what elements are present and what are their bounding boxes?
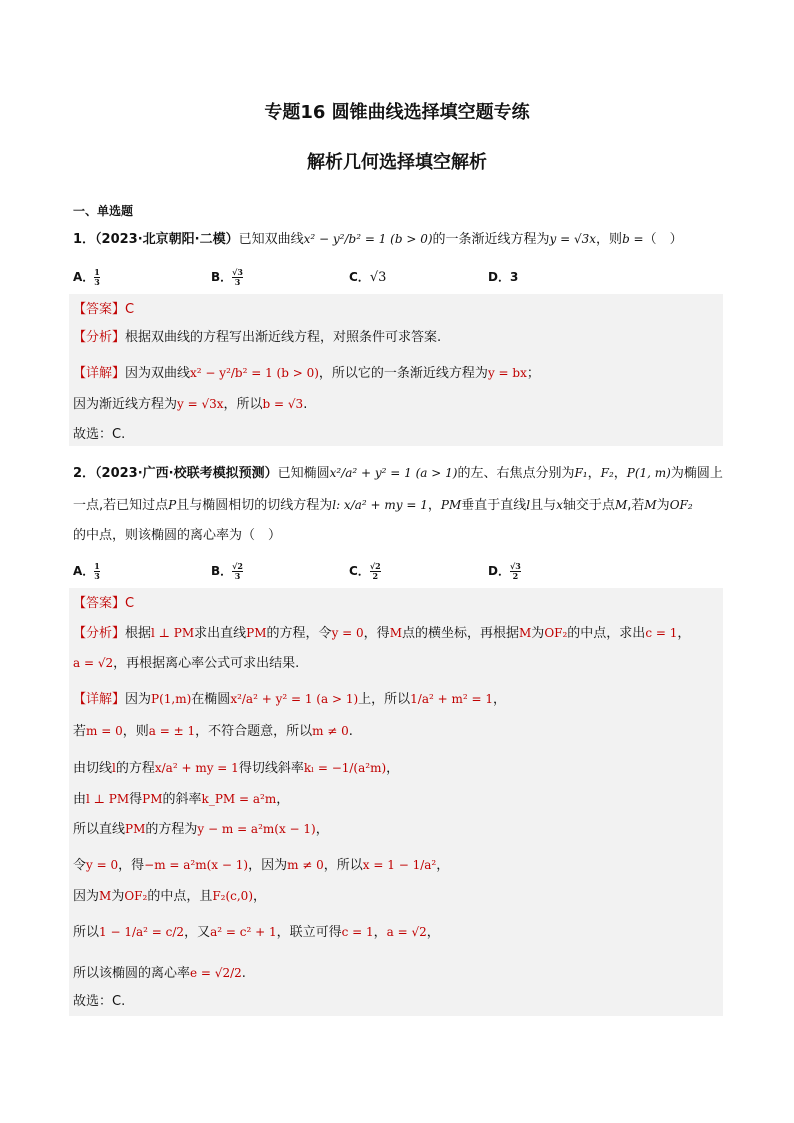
detail-line-2 xyxy=(73,393,307,412)
text: 所以 xyxy=(73,925,100,940)
math: PM xyxy=(125,822,146,836)
detail-line-7 xyxy=(73,885,266,904)
math: e = √2/2 xyxy=(190,966,242,980)
text: 根据 xyxy=(125,626,152,641)
text: 已知椭圆 xyxy=(277,466,330,481)
text: 为 xyxy=(531,626,545,641)
question-2-stem-line-2 xyxy=(73,494,693,513)
text: 为椭圆上 xyxy=(670,466,723,481)
option-b xyxy=(211,268,243,287)
option-value: √3 xyxy=(369,270,387,285)
text: 轴交于点 xyxy=(562,498,615,513)
choose-line: 故选：C. xyxy=(73,994,126,1009)
detail-tag: 【详解】 xyxy=(73,692,126,707)
text: ，联立可得 xyxy=(276,925,342,940)
option-value: $\frac{√2}{2}$ xyxy=(369,561,381,581)
text: 的中点，且 xyxy=(147,889,213,904)
asymptote-equation: y = √3x xyxy=(549,232,597,246)
detail-line-3 xyxy=(73,757,399,776)
text: ,若 xyxy=(627,498,645,513)
text: ，再根据离心率公式可求出结果. xyxy=(113,656,300,671)
answer-value: C xyxy=(125,596,135,611)
question-source: （2023·北京朝阳·二模） xyxy=(95,232,239,247)
text: 若 xyxy=(73,724,87,739)
math: OF₂ xyxy=(544,626,568,640)
math: y − m = a²m(x − 1) xyxy=(197,822,316,836)
text: 的左、右焦点分别为 xyxy=(457,466,575,481)
detail-line-4 xyxy=(73,788,289,807)
math: −m = a²m(x − 1) xyxy=(144,858,249,872)
text: 的方程 xyxy=(115,761,155,776)
text: ，得 xyxy=(118,858,145,873)
math: x = 1 − 1/a² xyxy=(362,858,437,872)
text: ， xyxy=(373,925,387,940)
text: ， xyxy=(436,858,450,873)
question-number: 1． xyxy=(73,232,96,247)
question-number: 2． xyxy=(73,466,96,481)
text: 因为 xyxy=(125,692,152,707)
question-1-stem xyxy=(73,228,683,247)
math: y = √3x xyxy=(177,397,224,411)
math: x² − y²/b² = 1 (b > 0) xyxy=(190,366,319,380)
question-source: （2023·广西·校联考模拟预测） xyxy=(95,466,278,481)
math: a = √2 xyxy=(73,656,114,670)
option-letter: A． xyxy=(73,564,95,578)
answer-line xyxy=(73,298,134,317)
question-2-stem-line-1 xyxy=(73,462,723,481)
option-b xyxy=(211,562,243,581)
page-subtitle: 解析几何选择填空解析 xyxy=(307,152,487,173)
text: 且与 xyxy=(530,498,557,513)
text: ，所以它的一条渐近线方程为 xyxy=(318,366,488,381)
option-value: $\frac{√2}{3}$ xyxy=(232,561,243,581)
answer-tag: 【答案】 xyxy=(73,302,126,317)
math: l xyxy=(526,498,531,512)
analysis-tag: 【分析】 xyxy=(73,626,126,641)
math: m ≠ 0 xyxy=(312,724,349,738)
text: ， xyxy=(386,761,400,776)
option-letter: D． xyxy=(488,270,510,284)
text: 所以该椭圆的离心率 xyxy=(73,966,191,981)
math: k_PM = a²m xyxy=(201,792,277,806)
text: 由 xyxy=(73,792,87,807)
ask-variable: b = xyxy=(622,232,644,246)
option-letter: A． xyxy=(73,270,95,284)
text: ，所以 xyxy=(223,397,263,412)
text: 因为双曲线 xyxy=(125,366,191,381)
text: ， xyxy=(315,822,329,837)
math: PM xyxy=(440,498,462,512)
option-c xyxy=(349,562,381,581)
option-d xyxy=(488,268,518,285)
text: 一点,若已知过点 xyxy=(73,498,169,513)
math: a = √2 xyxy=(386,925,427,939)
math: M xyxy=(614,498,628,512)
math: F₂(c,0) xyxy=(212,889,253,903)
hyperbola-equation: x² − y²/b² = 1 (b > 0) xyxy=(303,232,433,246)
math: 1 − 1/a² = c/2 xyxy=(99,925,185,939)
text: ，不符合题意，所以 xyxy=(195,724,313,739)
math: c = 1 xyxy=(645,626,678,640)
math: F₂ xyxy=(600,466,614,480)
text: 的方程为 xyxy=(145,822,198,837)
text: ， xyxy=(276,792,290,807)
text: . xyxy=(348,724,353,739)
page-title: 专题16 圆锥曲线选择填空题专练 xyxy=(264,102,530,123)
option-value: $\frac{1}{3}$ xyxy=(94,561,100,581)
math: P xyxy=(168,498,177,512)
math: l ⊥ PM xyxy=(86,792,130,806)
option-letter: C． xyxy=(349,564,370,578)
text: ，又 xyxy=(184,925,211,940)
math: M xyxy=(519,626,532,640)
option-letter: B． xyxy=(211,270,233,284)
text: ， xyxy=(493,692,507,707)
detail-line-1 xyxy=(73,688,506,707)
math: P(1,m) xyxy=(151,692,192,706)
math: OF₂ xyxy=(669,498,693,512)
answer-tag: 【答案】 xyxy=(73,596,126,611)
math: y = 0 xyxy=(331,626,364,640)
text: ， xyxy=(677,626,691,641)
math: l xyxy=(112,761,116,775)
math: a = ± 1 xyxy=(148,724,196,738)
answer-value: C xyxy=(125,302,135,317)
text: 为 xyxy=(111,889,125,904)
section-heading: 一、单选题 xyxy=(73,204,134,218)
detail-line-9 xyxy=(73,962,246,981)
option-a xyxy=(73,268,100,287)
math: P(1, m) xyxy=(626,466,671,480)
option-value: $\frac{√3}{2}$ xyxy=(509,561,521,581)
text: 得 xyxy=(129,792,143,807)
detail-line-6 xyxy=(73,854,449,873)
math: c = 1 xyxy=(341,925,374,939)
stem-text: 已知双曲线 xyxy=(238,232,304,247)
option-c xyxy=(349,268,386,285)
detail-line-8 xyxy=(73,921,440,940)
answer-line xyxy=(73,592,134,611)
option-letter: B． xyxy=(211,564,233,578)
text: ， xyxy=(613,466,627,481)
math: y = bx xyxy=(487,366,527,380)
text: ，所以 xyxy=(323,858,363,873)
math: F₁ xyxy=(574,466,588,480)
text: 且与椭圆相切的切线方程为 xyxy=(176,498,333,513)
text: 所以直线 xyxy=(73,822,126,837)
analysis-line-2 xyxy=(73,652,299,671)
option-letter: D． xyxy=(488,564,510,578)
option-value: $\frac{1}{3}$ xyxy=(94,267,100,287)
text: ， xyxy=(426,925,440,940)
math: M xyxy=(389,626,402,640)
math: m ≠ 0 xyxy=(287,858,324,872)
math: l: x/a² + my = 1 xyxy=(332,498,428,512)
text: 由切线 xyxy=(73,761,113,776)
text: 因为 xyxy=(73,889,100,904)
text: ， xyxy=(253,889,267,904)
analysis-line-1 xyxy=(73,622,690,641)
detail-tag: 【详解】 xyxy=(73,366,126,381)
math: x xyxy=(556,498,563,512)
text: ，得 xyxy=(363,626,390,641)
math: y = 0 xyxy=(86,858,119,872)
math: PM xyxy=(142,792,163,806)
analysis-tag: 【分析】 xyxy=(73,330,126,345)
math: M xyxy=(99,889,112,903)
detail-line-1 xyxy=(73,362,540,381)
math: l ⊥ PM xyxy=(151,626,195,640)
math: kₗ = −1/(a²m) xyxy=(303,761,387,775)
text: 的方程，令 xyxy=(266,626,332,641)
option-d xyxy=(488,562,521,581)
text: 的斜率 xyxy=(162,792,202,807)
option-letter: C． xyxy=(349,270,370,284)
text: 令 xyxy=(73,858,87,873)
math: x²/a² + y² = 1 (a > 1) xyxy=(230,692,359,706)
answer-blank: （ ） xyxy=(643,232,683,247)
math: OF₂ xyxy=(124,889,148,903)
choose-line: 故选：C. xyxy=(73,427,126,442)
text: ； xyxy=(526,366,540,381)
text: ，因为 xyxy=(248,858,288,873)
option-value: $\frac{√3}{3}$ xyxy=(232,267,243,287)
detail-line-5 xyxy=(73,818,329,837)
text: ， xyxy=(587,466,601,481)
text: 为 xyxy=(656,498,670,513)
stem-text: ，则 xyxy=(596,232,623,247)
text: 在椭圆 xyxy=(191,692,231,707)
math: m = 0 xyxy=(86,724,123,738)
ellipse-equation: x²/a² + y² = 1 (a > 1) xyxy=(329,466,458,480)
text: . xyxy=(241,966,246,981)
stem-text: 的一条渐近线方程为 xyxy=(432,232,550,247)
analysis-text: 根据双曲线的方程写出渐近线方程，对照条件可求答案. xyxy=(125,330,442,345)
text: 上，所以 xyxy=(358,692,411,707)
math: M xyxy=(644,498,657,512)
analysis-line xyxy=(73,326,441,345)
text: 垂直于直线 xyxy=(461,498,527,513)
text: . xyxy=(303,397,308,412)
math: x/a² + my = 1 xyxy=(154,761,239,775)
text: 点的横坐标，再根据 xyxy=(401,626,519,641)
math: PM xyxy=(246,626,267,640)
text: 得切线斜率 xyxy=(238,761,304,776)
text: 的中点，求出 xyxy=(567,626,646,641)
text: ，则 xyxy=(122,724,149,739)
option-a xyxy=(73,562,100,581)
math: b = √3 xyxy=(262,397,304,411)
text: 求出直线 xyxy=(194,626,247,641)
question-2-stem-line-3: 的中点，则该椭圆的离心率为（ ） xyxy=(73,528,282,543)
math: a² = c² + 1 xyxy=(210,925,277,939)
math: 1/a² + m² = 1 xyxy=(410,692,493,706)
detail-line-2 xyxy=(73,720,353,739)
option-value: 3 xyxy=(509,270,519,284)
text: ， xyxy=(427,498,441,513)
text: 因为渐近线方程为 xyxy=(73,397,178,412)
